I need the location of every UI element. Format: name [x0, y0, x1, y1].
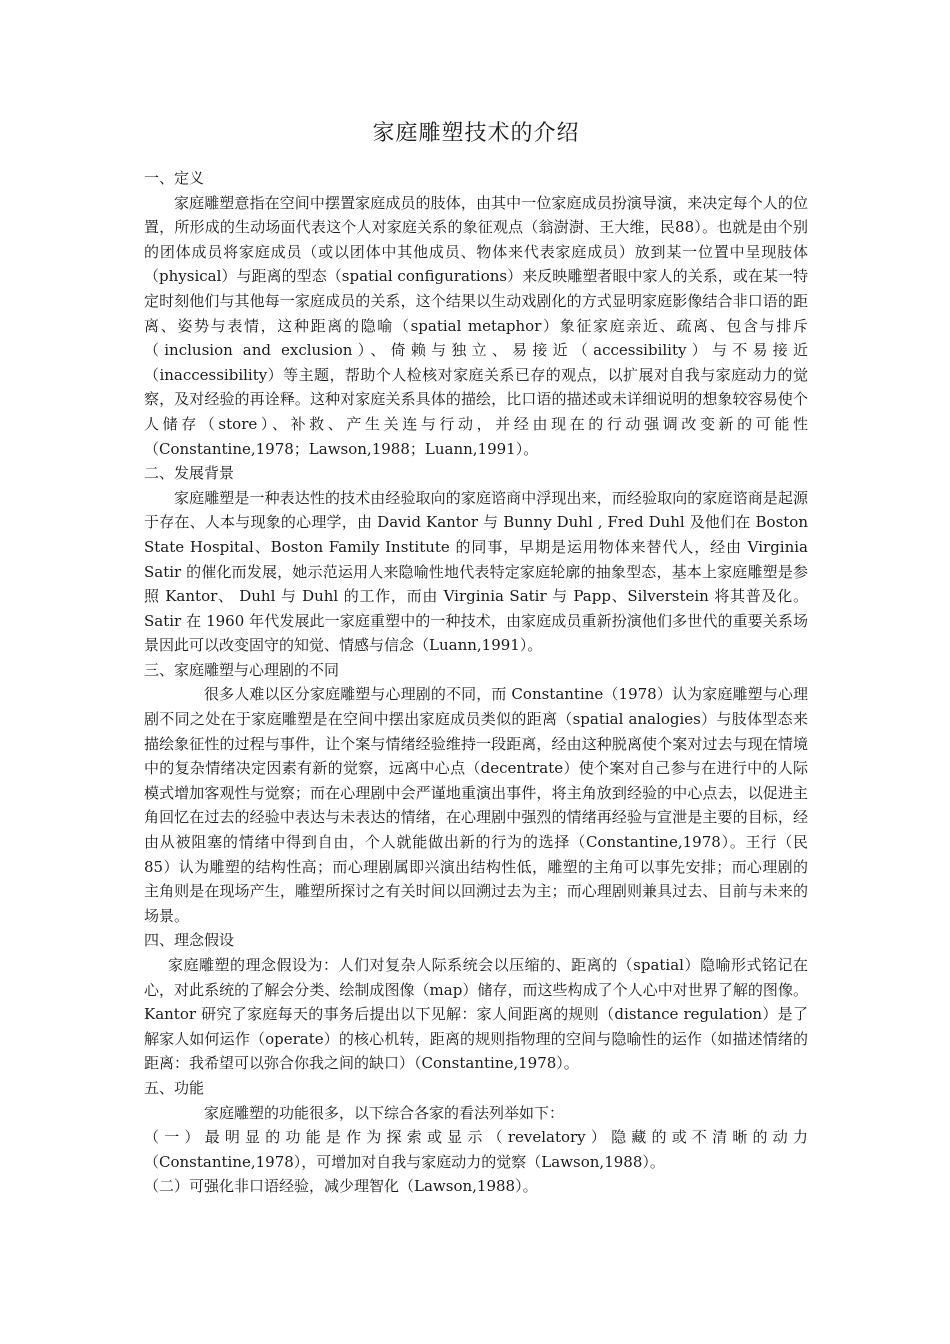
- function-item-2: （二）可强化非口语经验，减少理智化（Lawson,1988）。: [144, 1177, 538, 1196]
- section-paragraph-difference: 很多人难以区分家庭雕塑与心理剧的不同，而 Constantine（1978）认为家庭雕塑与心理剧不同之处在于家庭雕塑是在空间中摆出家庭成员类似的距离（spatial analogies）与肢体型态来描绘象征性的过程与事件，让个案与情绪经验维持一段距离，经由这种脱离使个案对过去与现在情境中的复杂情绪决定因素有新的觉察，远离中心点（decentrate）使个案对自己参与在进行中的人际模式增加客观性与觉察；而在心理剧中会严谨地重演出事件，将主角放到经验的中心点去，以促进主角回忆在过去的经验中表达与未表达的情绪，在心理剧中强烈的情绪再经验与宣泄是主要的目标，经由从被阻塞的情绪中得到自由，个人就能做出新的行为的选择（Constantine,1978）。王行（民 85）认为雕塑的结构性高；而心理剧属即兴演出结构性低，雕塑的主角可以事先安排；而心理剧的主角则是在现场产生，雕塑所探讨之有关时间以回溯过去为主；而心理剧则兼具过去、目前与未来的场景。: [144, 685, 808, 925]
- section-paragraph-definition: 家庭雕塑意指在空间中摆置家庭成员的肢体，由其中一位家庭成员扮演导演，来决定每个人的位置，所形成的生动场面代表这个人对家庭关系的象征观点（翁澍澍、王大维，民88）。也就是由个别的团体成员将家庭成员（或以团体中其他成员、物体来代表家庭成员）放到某一位置中呈现肢体（physical）与距离的型态（spatial configurations）来反映雕塑者眼中家人的关系，或在某一特定时刻他们与其他每一家庭成员的关系，这个结果以生动戏剧化的方式显明家庭影像结合非口语的距离、姿势与表情，这种距离的隐喻（spatial metaphor）象征家庭亲近、疏离、包含与排斥（inclusion and exclusion）、倚赖与独立、易接近（accessibility）与不易接近（inaccessibility）等主题，帮助个人检核对家庭关系已存的观点，以扩展对自我与家庭动力的觉察，及对经验的再诠释。这种对家庭关系具体的描绘，比口语的描述或未详细说明的想象较容易使个人储存（store）、补救、产生关连与行动，并经由现在的行动强调改变新的可能性（Constantine,1978；Lawson,1988；Luann,1991）。: [144, 193, 808, 458]
- function-item-1: （一）最明显的功能是作为探索或显示（revelatory）隐藏的或不清晰的动力（Constantine,1978），可增加对自我与家庭动力的觉察（Lawson,1988）。: [144, 1128, 808, 1171]
- section-paragraph-background: 家庭雕塑是一种表达性的技术由经验取向的家庭谘商中浮现出来，而经验取向的家庭谘商是起源于存在、人本与现象的心理学，由 David Kantor 与 Bunny Duhl , Fred Duhl 及他们在 Boston State Hospital、Boston Family Institute 的同事，早期是运用物体来替代人，经由 Virginia Satir 的催化而发展，她示范运用人来隐喻性地代表特定家庭轮廓的抽象型态，基本上家庭雕塑是参照 Kantor、 Duhl 与 Duhl 的工作，而由 Virginia Satir 与 Papp、Silverstein 将其普及化。Satir 在 1960 年代发展此一家庭重塑中的一种技术，由家庭成员重新扮演他们多世代的重要关系场景因此可以改变固守的知觉、情感与信念（Luann,1991）。: [144, 488, 808, 655]
- section-heading-difference: 三、家庭雕塑与心理剧的不同: [144, 660, 340, 679]
- section-heading-functions: 五、功能: [144, 1078, 205, 1097]
- document-body: [144, 166, 808, 1199]
- section-paragraph-assumptions: 家庭雕塑的理念假设为：人们对复杂人际系统会以压缩的、距离的（spatial）隐喻形式铭记在心，对此系统的了解会分类、绘制成图像（map）储存，而这些构成了个人心中对世界了解的图像。Kantor 研究了家庭每天的事务后提出以下见解：家人间距离的规则（distance regulation）是了解家人如何运作（operate）的核心机转，距离的规则指物理的空间与隐喻性的运作（如描述情绪的距离：我希望可以弥合你我之间的缺口）（Constantine,1978）。: [144, 956, 808, 1073]
- section-heading-background: 二、发展背景: [144, 464, 235, 483]
- document-title: 家庭雕塑技术的介绍: [372, 121, 580, 146]
- section-heading-definition: 一、定义: [144, 169, 205, 187]
- section-heading-assumptions: 四、理念假设: [144, 931, 235, 950]
- section-paragraph-functions: 家庭雕塑的功能很多，以下综合各家的看法列举如下：: [204, 1103, 565, 1122]
